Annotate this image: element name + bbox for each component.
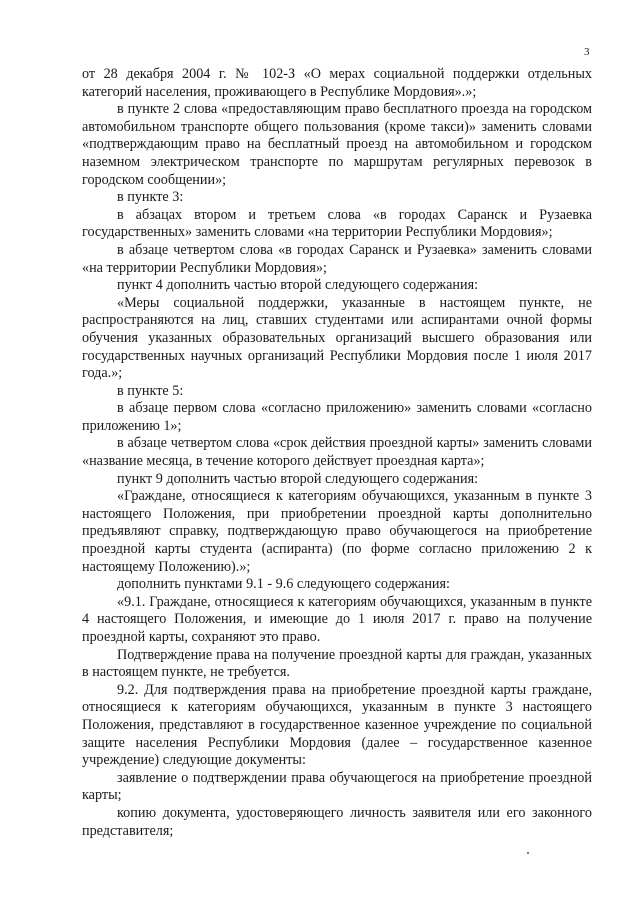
document-body xyxy=(82,66,592,840)
paragraph-points-9-1-9-6-heading: дополнить пунктами 9.1 - 9.6 следующего содержания: xyxy=(117,576,450,593)
paragraph-point-3-abz-2-3: в абзацах втором и третьем слова «в городах Саранск и Рузаевка государственных» заменить словами «на территории Республики Мордовия»; xyxy=(82,206,592,241)
paragraph-doc-identity-copy: копию документа, удостоверяющего личность заявителя или его законного представителя; xyxy=(82,804,592,839)
paragraph-point-5-heading: в пункте 5: xyxy=(117,382,184,399)
paragraph-point-2: в пункте 2 слова «предоставляющим право бесплатного проезда на городском автомобильном транспорте общего пользования (кроме такси)» заменить словами «подтверждающим право на бесплатный проезд на автомобильном и городском наземном электрическом транспорте по маршрутам регулярных перевозок в городском сообщении»; xyxy=(82,101,592,188)
paragraph-point-9-1: «9.1. Граждане, относящиеся к категориям обучающихся, указанным в пункте 4 настоящего Положения, и имеющие до 1 июля 2017 г. право на получение проездной карты, сохраняют это право. xyxy=(82,593,592,645)
paragraph-point-9-1-confirmation: Подтверждение права на получение проездной карты для граждан, указанных в настоящем пункте, не требуется. xyxy=(82,646,592,681)
paragraph-point-4-heading: пункт 4 дополнить частью второй следующего содержания: xyxy=(117,277,479,294)
paragraph-point-5-abz-1: в абзаце первом слова «согласно приложению» заменить словами «согласно приложению 1»; xyxy=(82,400,592,434)
paragraph-point-3-heading: в пункте 3: xyxy=(117,189,184,206)
paragraph-point-5-abz-4: в абзаце четвертом слова «срок действия проездной карты» заменить словами «название месяца, в течение которого действует проездная карта»; xyxy=(82,435,592,470)
paragraph-point-9-text: «Граждане, относящиеся к категориям обучающихся, указанным в пункте 3 настоящего Положения, при приобретении проездной карты дополнительно предъявляют справку, подтверждающую право обучающегося на приобретение проездной карты студента (аспиранта) (по форме согласно приложению 2 к настоящему Положению).»; xyxy=(82,488,592,575)
paragraph-point-9-heading: пункт 9 дополнить частью второй следующего содержания: xyxy=(117,470,479,487)
paragraph-doc-application: заявление о подтверждении права обучающегося на приобретение проездной карты; xyxy=(82,769,592,804)
scan-speck xyxy=(527,852,529,854)
paragraph-point-3-abz-4: в абзаце четвертом слова «в городах Саранск и Рузаевка» заменить словами «на территории Республики Мордовия»; xyxy=(82,241,592,276)
page-number: 3 xyxy=(584,46,590,58)
paragraph-point-9-2: 9.2. Для подтверждения права на приобретение проездной карты граждане, относящиеся к категориям обучающихся, указанным в пункте 3 настоящего Положения, представляют в государственное казенное учреждение по социальной защите населения Республики Мордовия (далее – государственное казенное учреждение) следующие документы: xyxy=(82,681,592,769)
paragraph-law-citation: от 28 декабря 2004 г. № 102-З «О мерах социальной поддержки отдельных категорий населения, проживающего в Республике Мордовия».»; xyxy=(82,66,592,100)
paragraph-point-4-text: «Меры социальной поддержки, указанные в настоящем пункте, не распространяются на лиц, ставших студентами или аспирантами очной формы обучения указанных образовательных организаций высшего образования или государственных научных организаций Республики Мордовия после 1 июля 2017 года.»; xyxy=(82,294,592,382)
